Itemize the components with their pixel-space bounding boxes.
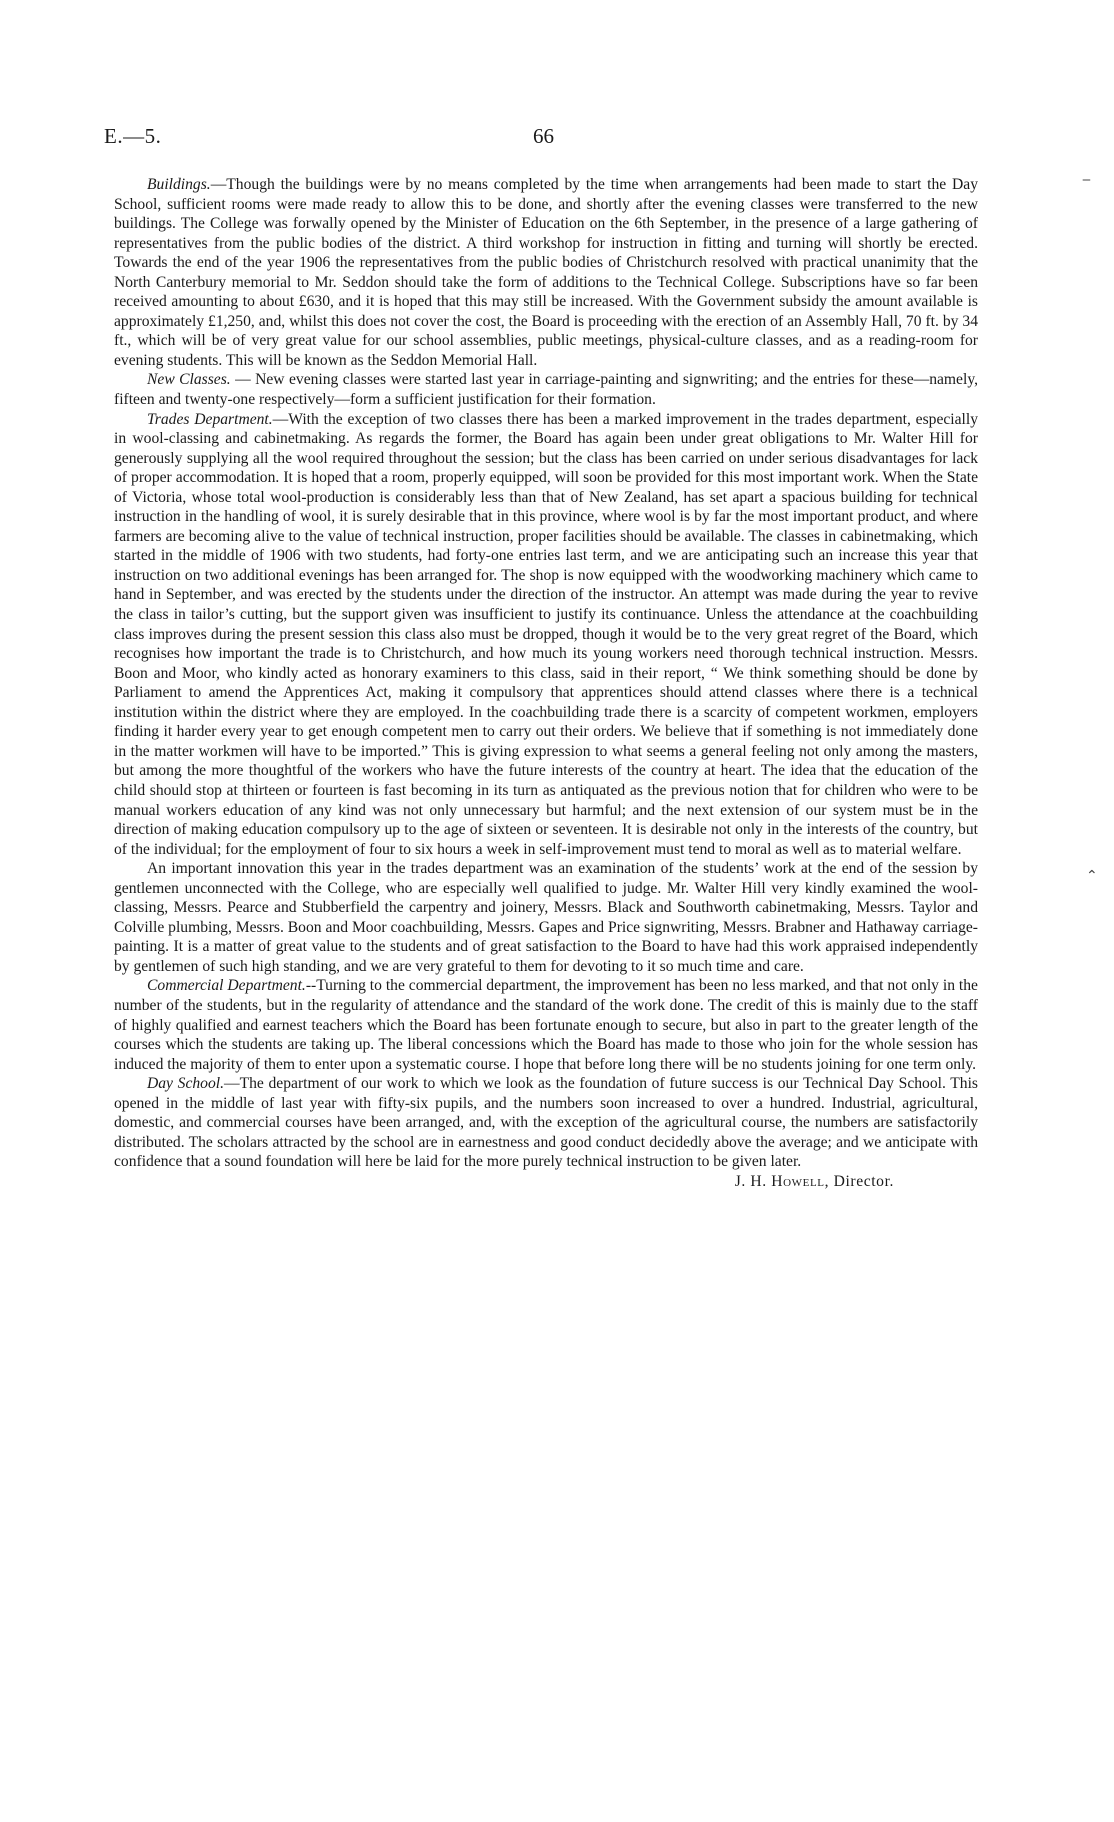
paragraph-lead: Commercial Department. — [147, 977, 306, 995]
paragraph-commercial-department — [114, 976, 978, 1074]
report-body — [114, 175, 978, 1191]
paragraph-day-school — [114, 1074, 978, 1172]
paragraph-text: —The department of our work to which we look as the foundation of future success is our Technical Day School. This opened in the middle of last year with fifty-six pupils, and the numbers soon increased to over a hundred. Industrial, agricultural, domestic, and commercial courses have been arranged, and, with the exception of the agricultural course, the numbers are satisfactorily distributed. The scholars attracted by the school are in earnestness and good conduct decidedly above the average; and we anticipate with confidence that a sound foundation will here be laid for the more purely technical instruction to be given later. — [114, 1075, 978, 1171]
paragraph-new-classes — [114, 370, 978, 409]
signature-name: Howell — [771, 1172, 825, 1190]
margin-mark-middle: ⌃ — [1086, 868, 1098, 884]
paragraph-text: An important innovation this year in the trades department was an examination of the students’ work at the end of the session by gentlemen unconnected with the College, who are especially well qualified to judge. Mr. Walter Hill very kindly examined the wool-classing, Messrs. Pearce and Stubberfield the carpentry and joinery, Messrs. Black and Southworth cabinetmaking, Messrs. Taylor and Colville plumbing, Messrs. Boon and Moor coachbuilding, Messrs. Gapes and Price signwriting, Messrs. Brabner and Hathaway carriage-painting. It is a matter of great value to the students and of great satisfaction to the Board to have had this work appraised independently by gentlemen of such high standing, and we are very grateful to them for devoting to it so much time and care. — [114, 860, 978, 975]
paragraph-text: — New evening classes were started last year in carriage-painting and signwriting; and the entries for these—namely, fifteen and twenty-one respectively—form a sufficient justification for their formation. — [114, 371, 978, 409]
margin-mark-top: ‒ — [1082, 172, 1091, 188]
paragraph-lead: Buildings. — [147, 176, 211, 193]
paragraph-text: —With the exception of two classes there has been a marked improvement in the trades department, especially in wool-classing and cabinetmaking. As regards the former, the Board has again been under great obligations to Mr. Walter Hill for generously supplying all the wool required throughout the session; but the class has been carried on under serious disadvantages for lack of proper accommodation. It is hoped that a room, properly equipped, will soon be provided for this most important work. When the State of Victoria, whose total wool-production is considerably less than that of New Zealand, has set apart a spacious building for technical instruction in the handling of wool, it is surely desirable that in this province, where wool is by far the most important product, and where farmers are becoming alive to the value of technical instruction, proper facilities should be available. The classes in cabinetmaking, which started in the middle of 1906 with two students, had forty-one entries last term, and we are anticipating such an increase this year that instruction on two additional evenings has been arranged for. The shop is now equipped with the woodworking machinery which came to hand in September, and was erected by the students under the direction of the instructor. An attempt was made during the year to revive the class in tailor’s cutting, but the support given was insufficient to justify its continuance. Unless the attendance at the coachbuilding class improves during the present session this class also must be dropped, though it would be to the very great regret of the Board, which recognises how important the trade is to Christchurch, and how much its young workers need thorough technical instruction. Messrs. Boon and Moor, who kindly acted as honorary examiners to this class, said in their report, “ We think something should be done by Parliament to amend the Apprentices Act, making it compulsory that apprentices should attend classes where there is a technical institution within the district where they are employed. In the coachbuilding trade there is a scarcity of competent workmen, employers finding it harder every year to get enough competent men to carry out their orders. We believe that if something is not immediately done in the matter workmen will have to be imported.” This is giving expression to what seems a general feeling not only among the masters, but among the more thoughtful of the workers who have the future interests of the country at heart. The idea that the education of the child should stop at thirteen or fourteen is fast becoming in its turn as antiquated as the previous notion that for children who were to be manual workers education of any kind was not only unnecessary but harmful; and the next extension of our system must be in the direction of making education compulsory up to the age of sixteen or seventeen. It is desirable not only in the interests of the country, but of the individual; for the employment of four to six hours a week in self-improvement must tend to moral as well as to material welfare. — [114, 410, 978, 858]
paragraph-text: —Though the buildings were by no means completed by the time when arrangements had been made to start the Day School, sufficient rooms were made ready to allow this to be done, and shortly after the evening classes were transferred to the new buildings. The College was forwally opened by the Minister of Education on the 6th September, in the presence of a large gathering of representatives from the public bodies of the district. A third workshop for instruction in fitting and turning will shortly be erected. Towards the end of the year 1906 the representatives from the public bodies of Christchurch resolved with practical unanimity that the North Canterbury memorial to Mr. Seddon should take the form of additions to the Technical College. Subscriptions have so far been received amounting to about £630, and it is hoped that this may still be increased. With the Government subsidy the amount available is approximately £1,250, and, whilst this does not cover the cost, the Board is proceeding with the erection of an Assembly Hall, 70 ft. by 34 ft., which will be of very great value for our school assemblies, public meetings, physical-culture classes, and as a reading-room for evening students. This will be known as the Seddon Memorial Hall. — [114, 176, 978, 369]
paragraph-examination — [114, 859, 978, 976]
signature-initials: J. H. — [734, 1172, 772, 1190]
paragraph-text: --Turning to the commercial department, the improvement has been no less marked, and that not only in the number of the students, but in the regularity of attendance and the standard of the work done. The credit of this is mainly due to the staff of highly qualified and earnest teachers which the Board has been fortunate enough to secure, but also in part to the greater length of the courses which the students are taking up. The liberal concessions which the Board has made to those who join for the whole session has induced the majority of them to enter upon a systematic course. I hope that before long there will be no students joining for one term only. — [114, 977, 978, 1073]
page-number: 66 — [533, 124, 554, 148]
paragraph-trades-department — [114, 410, 978, 860]
signature-title: , Director. — [824, 1172, 894, 1190]
paragraph-buildings — [114, 175, 978, 370]
paragraph-lead: New Classes. — [147, 371, 231, 389]
paragraph-lead: Day School. — [147, 1075, 224, 1093]
page-header — [104, 124, 1004, 154]
signature — [114, 1172, 978, 1192]
report-reference: E.—5. — [104, 124, 162, 148]
paragraph-lead: Trades Department. — [147, 410, 273, 428]
